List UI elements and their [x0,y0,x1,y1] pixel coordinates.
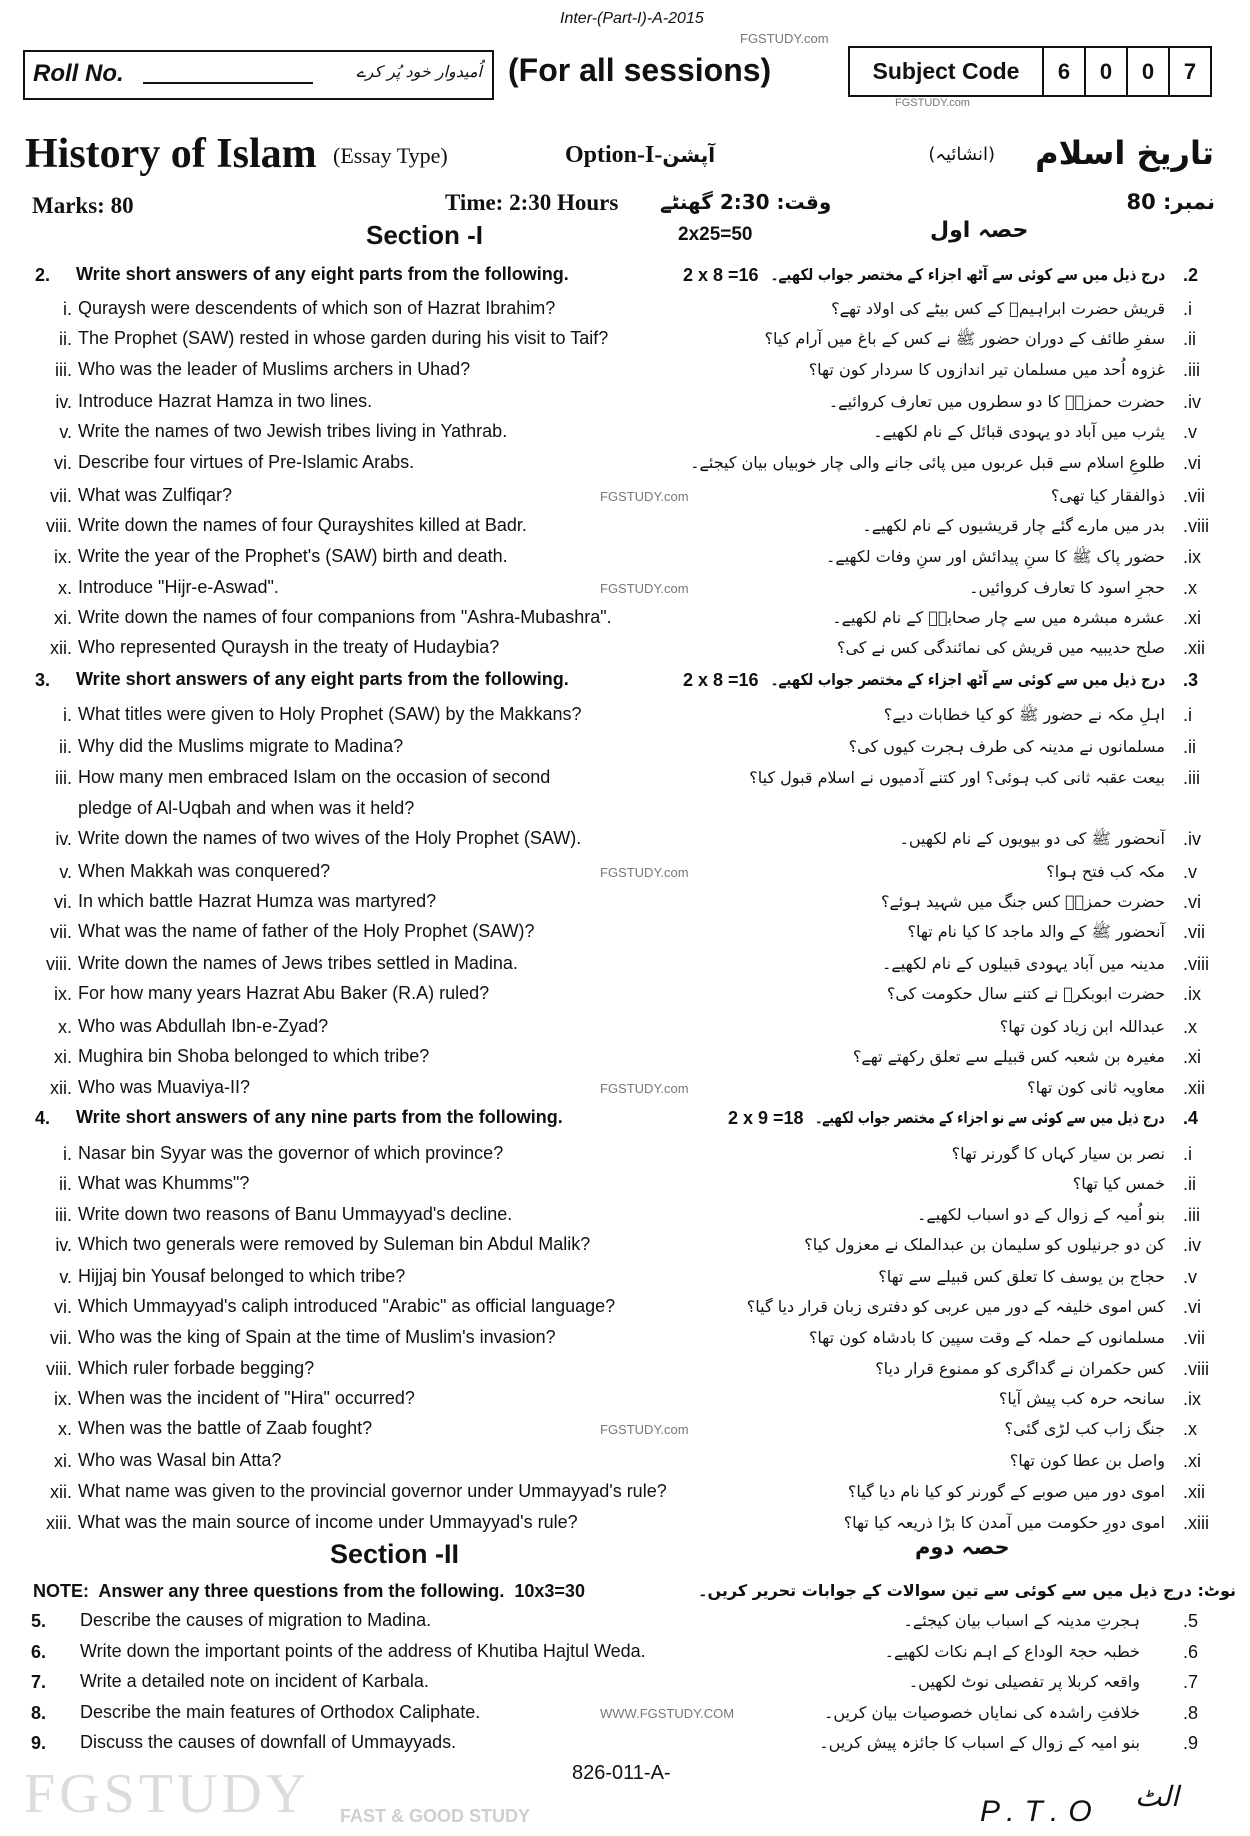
long-question-number: 5 . [0,1611,46,1632]
part-number-urdu: . ix [1183,1389,1223,1410]
subject-code-digit: 6 [1042,48,1084,95]
roll-number-box [23,50,494,100]
part-number: x . [12,578,72,599]
question-number: 2 . [0,265,50,286]
part-number-urdu: . i [1183,299,1223,320]
part-question-urdu: سفرِ طائف کے دوران حضور ﷺ نے کس کے باغ میں آرام کیا؟ [764,329,1165,348]
part-number-urdu: . ix [1183,547,1223,568]
site-watermark: WWW.FGSTUDY.COM [600,1706,735,1721]
part-number: iii . [12,768,72,789]
part-question-urdu: صلح حدیبیہ میں قریش کی نمائندگی کس نے کی؟ [836,638,1165,657]
part-number: iii . [12,360,72,381]
part-question-urdu: بنو اُمیہ کے زوال کے دو اسباب لکھیے۔ [916,1205,1165,1224]
part-number: xi . [12,608,72,629]
part-question: Which two generals were removed by Suleman bin Abdul Malik? [78,1234,591,1254]
part-question: Write down the names of four companions from "Ashra-Mubashra". [78,607,612,627]
part-question: Write the names of two Jewish tribes living in Yathrab. [78,421,508,441]
part-question-urdu: واصل بن عطا کون تھا؟ [1009,1451,1165,1470]
long-question-text-urdu: بنو امیہ کے زوال کے اسباب کا جائزہ پیش کریں۔ [819,1733,1140,1752]
part-number: ii . [12,737,72,758]
roll-number-label: Roll No. [33,60,124,87]
part-question: Who was Wasal bin Atta? [78,1450,282,1470]
part-number-urdu: . xi [1183,1451,1223,1472]
long-question-text: Write a detailed note on incident of Karbala. [80,1671,429,1691]
site-watermark: FGSTUDY.com [600,581,689,596]
part-question-urdu: مکہ کب فتح ہوا؟ [1046,862,1165,881]
section-1-marks: 2x25=50 [678,224,753,245]
question-instruction: Write short answers of any nine parts from the following. [76,1107,563,1127]
part-number-urdu: . viii [1183,1359,1223,1380]
part-number-urdu: . iii [1183,1205,1223,1226]
part-number-urdu: . vi [1183,453,1223,474]
part-number-urdu: . vii [1183,1328,1223,1349]
part-number-urdu: . xii [1183,1482,1223,1503]
question-instruction-urdu: درج ذیل میں سے کوئی سے نو اجزاء کے مختصر جواب لکھیے۔ [815,1108,1165,1127]
part-question: When Makkah was conquered? [78,861,331,881]
total-marks: Marks: 80 [32,193,134,218]
question-number-urdu: . 3 [1183,670,1223,691]
question-number-urdu: . 4 [1183,1108,1223,1129]
long-question-number-urdu: . 8 [1183,1703,1223,1724]
part-number-urdu: . iii [1183,360,1223,381]
part-number-urdu: . x [1183,578,1223,599]
part-number: v . [12,1267,72,1288]
part-number: iv . [12,829,72,850]
part-number-urdu: . x [1183,1419,1223,1440]
site-watermark: FGSTUDY.com [895,97,970,109]
part-question-urdu: طلوعِ اسلام سے قبل عربوں میں پائی جانے والی چار خوبیاں بیان کیجئے۔ [690,453,1165,472]
long-question-number: 8 . [0,1703,46,1724]
section-2-title-urdu: حصہ دوم [915,1535,1010,1559]
part-question-urdu: کس اموی خلیفہ کے دور میں عربی کو دفتری زبان قرار دیا گیا؟ [746,1297,1165,1316]
part-question: Write down two reasons of Banu Ummayyad's decline. [78,1204,513,1224]
part-question-urdu: اموی دور میں صوبے کے گورنر کو کیا نام دیا گیا؟ [847,1482,1165,1501]
part-number: vi . [12,892,72,913]
part-question-urdu: حجرِ اسود کا تعارف کروائیں۔ [969,578,1165,597]
part-number: viii . [12,1359,72,1380]
paper-code: 826-011-A- [572,1762,671,1784]
site-watermark: FGSTUDY.com [740,31,829,46]
option-urdu: آپشن [662,143,716,167]
part-number: ii . [12,1174,72,1195]
long-question-text: Discuss the causes of downfall of Ummayyads. [80,1732,457,1752]
paper-title: History of Islam [25,131,317,177]
part-question-urdu: حجاج بن یوسف کا تعلق کس قبیلے سے تھا؟ [878,1267,1165,1286]
part-question-urdu: عشرہ مبشرہ میں سے چار صحابہؓ کے نام لکھیے۔ [832,608,1165,627]
part-number-urdu: . v [1183,422,1223,443]
part-number-urdu: . iv [1183,829,1223,850]
part-number-urdu: . ii [1183,1174,1223,1195]
part-question-urdu: بدر میں مارے گئے چار قریشیوں کے نام لکھیے۔ [862,516,1165,535]
part-question-urdu: خمس کیا تھا؟ [1072,1174,1165,1193]
part-question-urdu: حضرت حمزہؓ کا دو سطروں میں تعارف کروائیے۔ [828,392,1165,411]
question-marks: 2 x 9 =18 [728,1108,804,1128]
part-number: i . [12,299,72,320]
part-number-urdu: . vii [1183,486,1223,507]
part-question-urdu: مسلمانوں نے مدینہ کی طرف ہجرت کیوں کی؟ [848,737,1165,756]
subject-code-label: Subject Code [872,58,1020,84]
part-question: Who was the leader of Muslims archers in Uhad? [78,359,471,379]
site-watermark: FGSTUDY.com [600,865,689,880]
part-number: xi . [12,1451,72,1472]
section-2-title: Section -II [330,1539,460,1569]
part-question: What titles were given to Holy Prophet (SAW) by the Makkans? [78,704,582,724]
part-number-urdu: . iv [1183,1235,1223,1256]
long-question-number: 9 . [0,1733,46,1754]
roll-number-urdu: اُمیدوار خود پُر کرے [356,62,482,81]
part-number: i . [12,705,72,726]
part-question: Introduce "Hijr-e-Aswad". [78,577,279,597]
question-number-urdu: . 2 [1183,265,1223,286]
long-question-number-urdu: . 5 [1183,1611,1223,1632]
part-question: Hijjaj bin Yousaf belonged to which tribe? [78,1266,406,1286]
part-number-urdu: . x [1183,1017,1223,1038]
subject-code-digit: 0 [1084,48,1126,95]
part-question: Who represented Quraysh in the treaty of Hudaybia? [78,637,500,657]
part-number-urdu: . ii [1183,329,1223,350]
part-number: xiii . [12,1513,72,1534]
part-number-urdu: . v [1183,1267,1223,1288]
part-question: In which battle Hazrat Humza was martyred? [78,891,437,911]
long-question-text-urdu: خطبہ حجۃ الوداع کے اہم نکات لکھیے۔ [884,1642,1140,1661]
part-number: vi . [12,453,72,474]
part-question: Who was Abdullah Ibn-e-Zyad? [78,1016,329,1036]
part-number: xi . [12,1047,72,1068]
part-number: vii . [12,922,72,943]
part-question-urdu: آنحضور ﷺ کی دو بیویوں کے نام لکھیں۔ [899,829,1165,848]
long-question-text-urdu: خلافتِ راشدہ کی نمایاں خصوصیات بیان کریں۔ [823,1703,1140,1722]
question-instruction: Write short answers of any eight parts from the following. [76,264,569,284]
part-question-urdu: حضور پاک ﷺ کا سنِ پیدائش اور سنِ وفات لکھیے۔ [825,547,1165,566]
part-question: When was the battle of Zaab fought? [78,1418,373,1438]
part-number-urdu: . xiii [1183,1513,1223,1534]
part-number-urdu: . xii [1183,638,1223,659]
long-question-number: 7 . [0,1672,46,1693]
section-2-note: NOTE: Answer any three questions from the following. 10x3=30 [33,1581,585,1601]
question-number: 3 . [0,670,50,691]
part-question-urdu: حضرت حمزہؓ کس جنگ میں شہید ہوئے؟ [881,892,1165,911]
exam-code: Inter-(Part-I)-A-2015 [560,10,704,27]
long-question-text: Describe the main features of Orthodox Caliphate. [80,1702,481,1722]
subject-code-digit: 0 [1126,48,1168,95]
part-number-urdu: . xi [1183,608,1223,629]
part-question: Write down the names of four Qurayshites killed at Badr. [78,515,527,535]
part-number-urdu: . ix [1183,984,1223,1005]
part-number: vii . [12,1328,72,1349]
part-question: What was Zulfiqar? [78,485,233,505]
part-question-urdu: عبداللہ ابن زیاد کون تھا؟ [999,1017,1165,1036]
time-allowed-urdu: وقت: 2:30 گھنٹے [660,190,832,214]
subject-code-digit: 7 [1168,48,1210,95]
long-question-number-urdu: . 9 [1183,1733,1223,1754]
part-number: x . [12,1419,72,1440]
part-number: xii . [12,638,72,659]
question-marks: 2 x 8 =16 [683,265,759,285]
part-question-urdu: بیعت عقبہ ثانی کب ہوئی؟ اور کتنے آدمیوں نے اسلام قبول کیا؟ [749,768,1165,787]
part-question: What name was given to the provincial governor under Ummayyad's rule? [78,1481,667,1501]
part-question: Write down the names of two wives of the Holy Prophet (SAW). [78,828,582,848]
part-number: ix . [12,547,72,568]
part-question: How many men embraced Islam on the occasion of second pledge of Al-Uqbah and when was it held? [78,767,551,818]
part-question: For how many years Hazrat Abu Baker (R.A) ruled? [78,983,490,1003]
part-number: v . [12,862,72,883]
part-question: Write the year of the Prophet's (SAW) birth and death. [78,546,508,566]
part-number: i . [12,1144,72,1165]
part-question-urdu: حضرت ابوبکرؓ نے کتنے سال حکومت کی؟ [886,984,1165,1003]
long-question-number-urdu: . 6 [1183,1642,1223,1663]
part-question-urdu: آنحضور ﷺ کے والد ماجد کا کیا نام تھا؟ [907,922,1165,941]
part-number: xii . [12,1078,72,1099]
part-question-urdu: اہلِ مکہ نے حضور ﷺ کو کیا خطابات دیے؟ [883,705,1165,724]
part-question-urdu: قریش حضرت ابراہیمؑ کے کس بیٹے کی اولاد تھے؟ [831,299,1165,318]
part-number: ix . [12,984,72,1005]
handwritten-mark: الٹ [1135,1780,1179,1813]
part-number: v . [12,422,72,443]
part-question-urdu: مسلمانوں کے حملہ کے وقت سپین کا بادشاہ کون تھا؟ [808,1328,1165,1347]
question-instruction: Write short answers of any eight parts from the following. [76,669,569,689]
part-number-urdu: . i [1183,1144,1223,1165]
part-question-urdu: یثرب میں آباد دو یہودی قبائل کے نام لکھیے۔ [873,422,1165,441]
part-number-urdu: . ii [1183,737,1223,758]
part-question-urdu: ذوالفقار کیا تھی؟ [1050,486,1165,505]
part-question-urdu: مغیرہ بن شعبہ کس قبیلے سے تعلق رکھتے تھے؟ [852,1047,1165,1066]
part-number: iv . [12,1235,72,1256]
paper-type: (Essay Type) [333,143,448,168]
option-label [565,142,715,169]
part-question: Introduce Hazrat Hamza in two lines. [78,391,373,411]
question-marks: 2 x 8 =16 [683,670,759,690]
part-number: ix . [12,1389,72,1410]
part-number-urdu: . xi [1183,1047,1223,1068]
part-question: The Prophet (SAW) rested in whose garden during his visit to Taif? [78,328,609,348]
paper-title-urdu: تاریخ اسلام [1035,134,1214,172]
part-question-urdu: مدینہ میں آباد یہودی قبیلوں کے نام لکھیے۔ [882,954,1165,973]
part-question-urdu: اموی دورِ حکومت میں آمدن کا بڑا ذریعہ کیا تھا؟ [843,1513,1165,1532]
part-number-urdu: . vii [1183,922,1223,943]
subject-code-box [848,46,1212,97]
part-number: iv . [12,392,72,413]
part-question-urdu: غزوہ اُحد میں مسلمان تیر اندازوں کا سردار کون تھا؟ [808,360,1165,379]
part-question-urdu: کس حکمران نے گداگری کو ممنوع قرار دیا؟ [875,1359,1165,1378]
part-number: iii . [12,1205,72,1226]
part-question: Why did the Muslims migrate to Madina? [78,736,404,756]
part-question: Who was Muaviya-II? [78,1077,251,1097]
section-1-title-urdu: حصہ اول [930,218,1029,243]
part-question-urdu: سانحہ حرہ کب پیش آیا؟ [998,1389,1165,1408]
part-question-urdu: معاویہ ثانی کون تھا؟ [1027,1078,1165,1097]
section-1-title: Section -I [366,220,484,250]
part-question-urdu: نصر بن سیار کہاں کا گورنر تھا؟ [951,1144,1165,1163]
tagline-watermark: FAST & GOOD STUDY [340,1806,531,1826]
part-question-urdu: جنگ زاب کب لڑی گئی؟ [1004,1419,1165,1438]
section-2-note-urdu: نوٹ: درج ذیل میں سے کوئی سے تین سوالات کے جوابات تحریر کریں۔ [698,1581,1236,1600]
part-number-urdu: . vi [1183,1297,1223,1318]
long-question-text: Write down the important points of the address of Khutiba Hajtul Weda. [80,1641,646,1661]
paper-type-urdu: (انشائیہ) [928,144,995,165]
part-question-urdu: کن دو جرنیلوں کو سلیمان بن عبدالملک نے معزول کیا؟ [804,1235,1165,1254]
long-question-number-urdu: . 7 [1183,1672,1223,1693]
part-question: What was the name of father of the Holy Prophet (SAW)? [78,921,535,941]
part-number-urdu: . iv [1183,392,1223,413]
long-question-text: Describe the causes of migration to Madina. [80,1610,432,1630]
part-number-urdu: . viii [1183,516,1223,537]
option-english: Option-I- [565,142,663,168]
part-number: vii . [12,486,72,507]
part-question: Mughira bin Shoba belonged to which tribe? [78,1046,430,1066]
part-number: xii . [12,1482,72,1503]
part-number-urdu: . viii [1183,954,1223,975]
part-question: Nasar bin Syyar was the governor of which province? [78,1143,504,1163]
total-marks-urdu: نمبر: 80 [1126,190,1215,214]
part-number: viii . [12,954,72,975]
part-number: viii . [12,516,72,537]
brand-watermark: FGSTUDY [24,1763,311,1825]
part-question: Describe four virtues of Pre-Islamic Arabs. [78,452,415,472]
long-question-number: 6 . [0,1642,46,1663]
part-number-urdu: . iii [1183,768,1223,789]
pto-note: P.T.O [980,1795,1102,1828]
part-question: Quraysh were descendents of which son of Hazrat Ibrahim? [78,298,556,318]
part-number-urdu: . xii [1183,1078,1223,1099]
part-question: When was the incident of "Hira" occurred? [78,1388,415,1408]
long-question-text-urdu: واقعہ کربلا پر تفصیلی نوٹ لکھیں۔ [908,1672,1140,1691]
part-question: Which Ummayyad's caliph introduced "Arabic" as official language? [78,1296,616,1316]
part-question: Which ruler forbade begging? [78,1358,315,1378]
time-allowed: Time: 2:30 Hours [445,190,619,215]
part-number-urdu: . v [1183,862,1223,883]
question-instruction-urdu: درج ذیل میں سے کوئی سے آٹھ اجزاء کے مختصر جواب لکھیے۔ [770,670,1165,689]
long-question-text-urdu: ہجرتِ مدینہ کے اسباب بیان کیجئے۔ [903,1611,1140,1630]
part-number: vi . [12,1297,72,1318]
roll-number-field[interactable] [143,82,313,84]
part-question: Who was the king of Spain at the time of Muslim's invasion? [78,1327,556,1347]
part-question: What was Khumms"? [78,1173,250,1193]
question-number: 4 . [0,1108,50,1129]
part-number: ii . [12,329,72,350]
part-number-urdu: . i [1183,705,1223,726]
site-watermark: FGSTUDY.com [600,1081,689,1096]
sessions-label: (For all sessions) [508,52,772,88]
part-question: Write down the names of Jews tribes settled in Madina. [78,953,518,973]
site-watermark: FGSTUDY.com [600,1422,689,1437]
part-number: x . [12,1017,72,1038]
site-watermark: FGSTUDY.com [600,489,689,504]
part-question: What was the main source of income under Ummayyad's rule? [78,1512,578,1532]
part-number-urdu: . vi [1183,892,1223,913]
question-instruction-urdu: درج ذیل میں سے کوئی سے آٹھ اجزاء کے مختصر جواب لکھیے۔ [770,265,1165,284]
